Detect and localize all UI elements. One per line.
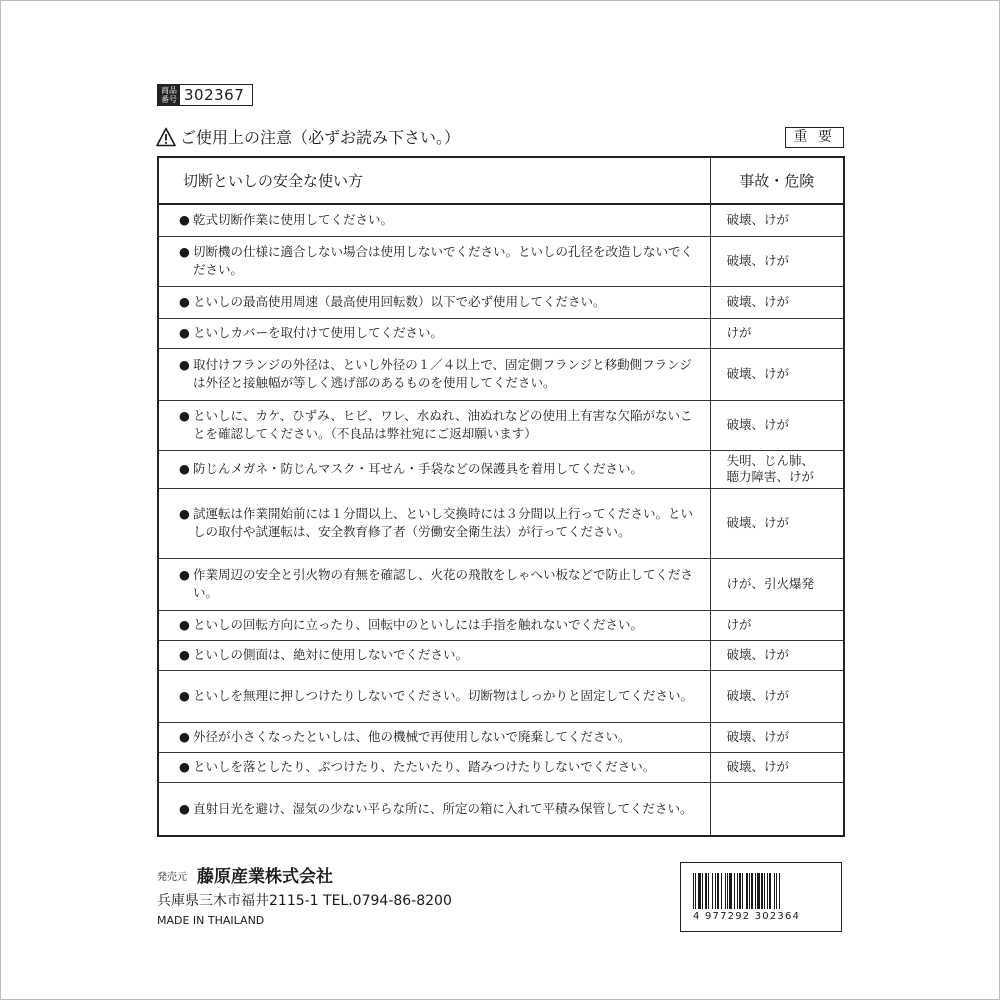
product-code-label xyxy=(158,85,180,105)
bullet-icon: ● xyxy=(179,759,190,774)
table-row xyxy=(158,286,844,318)
barcode-bar xyxy=(742,873,743,909)
risk-cell xyxy=(710,782,844,836)
barcode-bar xyxy=(712,873,713,909)
risk-column-header: 事故・危険 xyxy=(710,157,844,204)
table-row xyxy=(158,348,844,400)
barcode-bar xyxy=(746,873,748,909)
barcode-bar xyxy=(705,873,707,909)
table-row xyxy=(158,318,844,348)
bullet-icon: ● xyxy=(179,325,190,340)
publisher-label: 発売元 xyxy=(157,872,187,883)
bullet-icon: ● xyxy=(179,688,190,703)
warning-triangle-icon xyxy=(156,127,176,147)
instruction-text: 試運転は作業開始前には１分間以上、といし交換時には３分間以上行ってください。といしの取付や試運転は、安全教育修了者（労働安全衛生法）が行ってください。 xyxy=(193,506,694,539)
instruction-cell xyxy=(158,348,710,400)
risk-cell: 破壊、けが xyxy=(710,670,844,722)
table-row xyxy=(158,640,844,670)
barcode-number: 4 977292 302364 xyxy=(693,911,801,922)
risk-cell: 破壊、けが xyxy=(710,348,844,400)
table-row xyxy=(158,752,844,782)
instruction-cell xyxy=(158,782,710,836)
product-code-label-line2: 番号 xyxy=(161,95,177,104)
product-code-value: 302367 xyxy=(184,86,245,104)
notice-title: ご使用上の注意（必ずお読み下さい。） xyxy=(180,128,461,147)
barcode-bar xyxy=(715,873,716,909)
risk-cell: 破壊、けが xyxy=(710,400,844,450)
made-in-label: MADE IN THAILAND xyxy=(157,914,265,927)
bullet-icon: ● xyxy=(179,617,190,632)
risk-cell: 破壊、けが xyxy=(710,488,844,558)
table-row xyxy=(158,450,844,488)
barcode-box xyxy=(680,862,842,932)
bullet-icon: ● xyxy=(179,800,190,816)
instruction-cell xyxy=(158,318,710,348)
instruction-cell xyxy=(158,450,710,488)
barcode-bar xyxy=(695,873,696,909)
product-code-label-line1: 商品 xyxy=(161,86,177,95)
table-row xyxy=(158,204,844,236)
barcode-bar xyxy=(774,873,775,909)
barcode-bar xyxy=(727,873,728,909)
risk-cell: 破壊、けが xyxy=(710,752,844,782)
table-row xyxy=(158,610,844,640)
bullet-icon: ● xyxy=(179,294,190,309)
risk-cell: 破壊、けが xyxy=(710,722,844,752)
barcode-bar xyxy=(751,873,753,909)
publisher-address: 兵庫県三木市福井2115-1 TEL.0794-86-8200 xyxy=(157,893,452,909)
risk-cell: 失明、じん肺、 聴力障害、けが xyxy=(710,450,844,488)
instruction-text: 取付けフランジの外径は、といし外径の１／４以上で、固定側フランジと移動側フランジは外径と接触幅が等しく逃げ部のあるものを使用してください。 xyxy=(193,357,692,390)
barcode-bar xyxy=(693,873,694,909)
important-badge: 重 要 xyxy=(785,127,844,148)
barcode-bar xyxy=(737,873,738,909)
barcode-bar xyxy=(717,873,719,909)
barcode-bar xyxy=(769,873,771,909)
table-row xyxy=(158,782,844,836)
instruction-text: 直射日光を避け、湿気の少ない平らな所に、所定の箱に入れて平積み保管してください。 xyxy=(193,800,693,816)
instruction-text: 乾式切断作業に使用してください。 xyxy=(193,212,394,228)
risk-cell: 破壊、けが xyxy=(710,640,844,670)
publisher-name: 藤原産業株式会社 xyxy=(197,867,333,887)
instruction-cell xyxy=(158,286,710,318)
barcode-bar xyxy=(725,873,726,909)
instruction-text: といしカバーを取付けて使用してください。 xyxy=(193,325,444,340)
table-row xyxy=(158,236,844,286)
bullet-icon: ● xyxy=(179,506,190,521)
instruction-text: といしを落としたり、ぶつけたり、たたいたり、踏みつけたりしないでください。 xyxy=(193,759,656,774)
instruction-text: 防じんメガネ・防じんマスク・耳せん・手袋などの保護具を着用してください。 xyxy=(193,461,644,476)
risk-cell: 破壊、けが xyxy=(710,236,844,286)
barcode-bar xyxy=(767,873,768,909)
barcode-bar xyxy=(755,873,756,909)
instruction-text: といしの回転方向に立ったり、回転中のといしには手指を触れないでください。 xyxy=(193,617,644,632)
table-row xyxy=(158,722,844,752)
risk-cell: けが xyxy=(710,318,844,348)
instruction-text: といしを無理に押しつけたりしないでください。切断物はしっかりと固定してください。 xyxy=(193,688,694,703)
instruction-cell xyxy=(158,558,710,610)
instruction-cell xyxy=(158,722,710,752)
barcode-bar xyxy=(757,873,760,909)
notice-header xyxy=(156,126,844,150)
barcode-bar xyxy=(698,873,701,909)
instruction-cell xyxy=(158,610,710,640)
table-row xyxy=(158,670,844,722)
table-header-row xyxy=(158,157,844,204)
instruction-cell xyxy=(158,236,710,286)
barcode-bar xyxy=(729,873,732,909)
instruction-cell xyxy=(158,204,710,236)
barcode-bar xyxy=(721,873,722,909)
bullet-icon: ● xyxy=(179,567,190,582)
barcode-bar xyxy=(739,873,741,909)
bullet-icon: ● xyxy=(179,461,190,476)
instruction-column-header: 切断といしの安全な使い方 xyxy=(158,157,710,204)
table-row xyxy=(158,488,844,558)
risk-cell: けが xyxy=(710,610,844,640)
instruction-cell xyxy=(158,400,710,450)
bullet-icon: ● xyxy=(179,244,190,259)
instruction-cell xyxy=(158,670,710,722)
risk-cell: けが、引火爆発 xyxy=(710,558,844,610)
bullet-icon: ● xyxy=(179,647,190,662)
product-code-box xyxy=(157,84,253,106)
instruction-text: といしに、カケ、ひずみ、ヒビ、ワレ、水ぬれ、油ぬれなどの使用上有害な欠陥がないことを確認してください。（不良品は弊社宛にご返却願います） xyxy=(193,408,693,441)
instruction-cell xyxy=(158,752,710,782)
barcode-bar xyxy=(779,873,780,909)
instruction-cell xyxy=(158,640,710,670)
table-row xyxy=(158,558,844,610)
barcode-bar xyxy=(761,873,763,909)
bullet-icon: ● xyxy=(179,408,190,423)
barcode-bar xyxy=(734,873,735,909)
safety-table xyxy=(157,156,845,837)
barcode-bar xyxy=(702,873,703,909)
barcode-bar xyxy=(749,873,750,909)
instruction-text: といしの最高使用周速（最高使用回転数）以下で必ず使用してください。 xyxy=(193,294,606,309)
instruction-text: 外径が小さくなったといしは、他の機械で再使用しないで廃棄してください。 xyxy=(193,729,631,744)
barcode-bar xyxy=(776,873,777,909)
bullet-icon: ● xyxy=(179,357,190,372)
instruction-cell xyxy=(158,488,710,558)
barcode-bar xyxy=(708,873,709,909)
barcode-bar xyxy=(764,873,765,909)
instruction-text: 切断機の仕様に適合しない場合は使用しないでください。といしの孔径を改造しないでください。 xyxy=(193,244,694,277)
risk-cell: 破壊、けが xyxy=(710,204,844,236)
bullet-icon: ● xyxy=(179,212,190,228)
table-row xyxy=(158,400,844,450)
instruction-text: といしの側面は、絶対に使用しないでください。 xyxy=(193,647,469,662)
risk-cell: 破壊、けが xyxy=(710,286,844,318)
barcode-icon xyxy=(691,873,831,911)
bullet-icon: ● xyxy=(179,729,190,744)
instruction-text: 作業周辺の安全と引火物の有無を確認し、火花の飛散をしゃへい板などで防止してください。 xyxy=(193,567,694,600)
